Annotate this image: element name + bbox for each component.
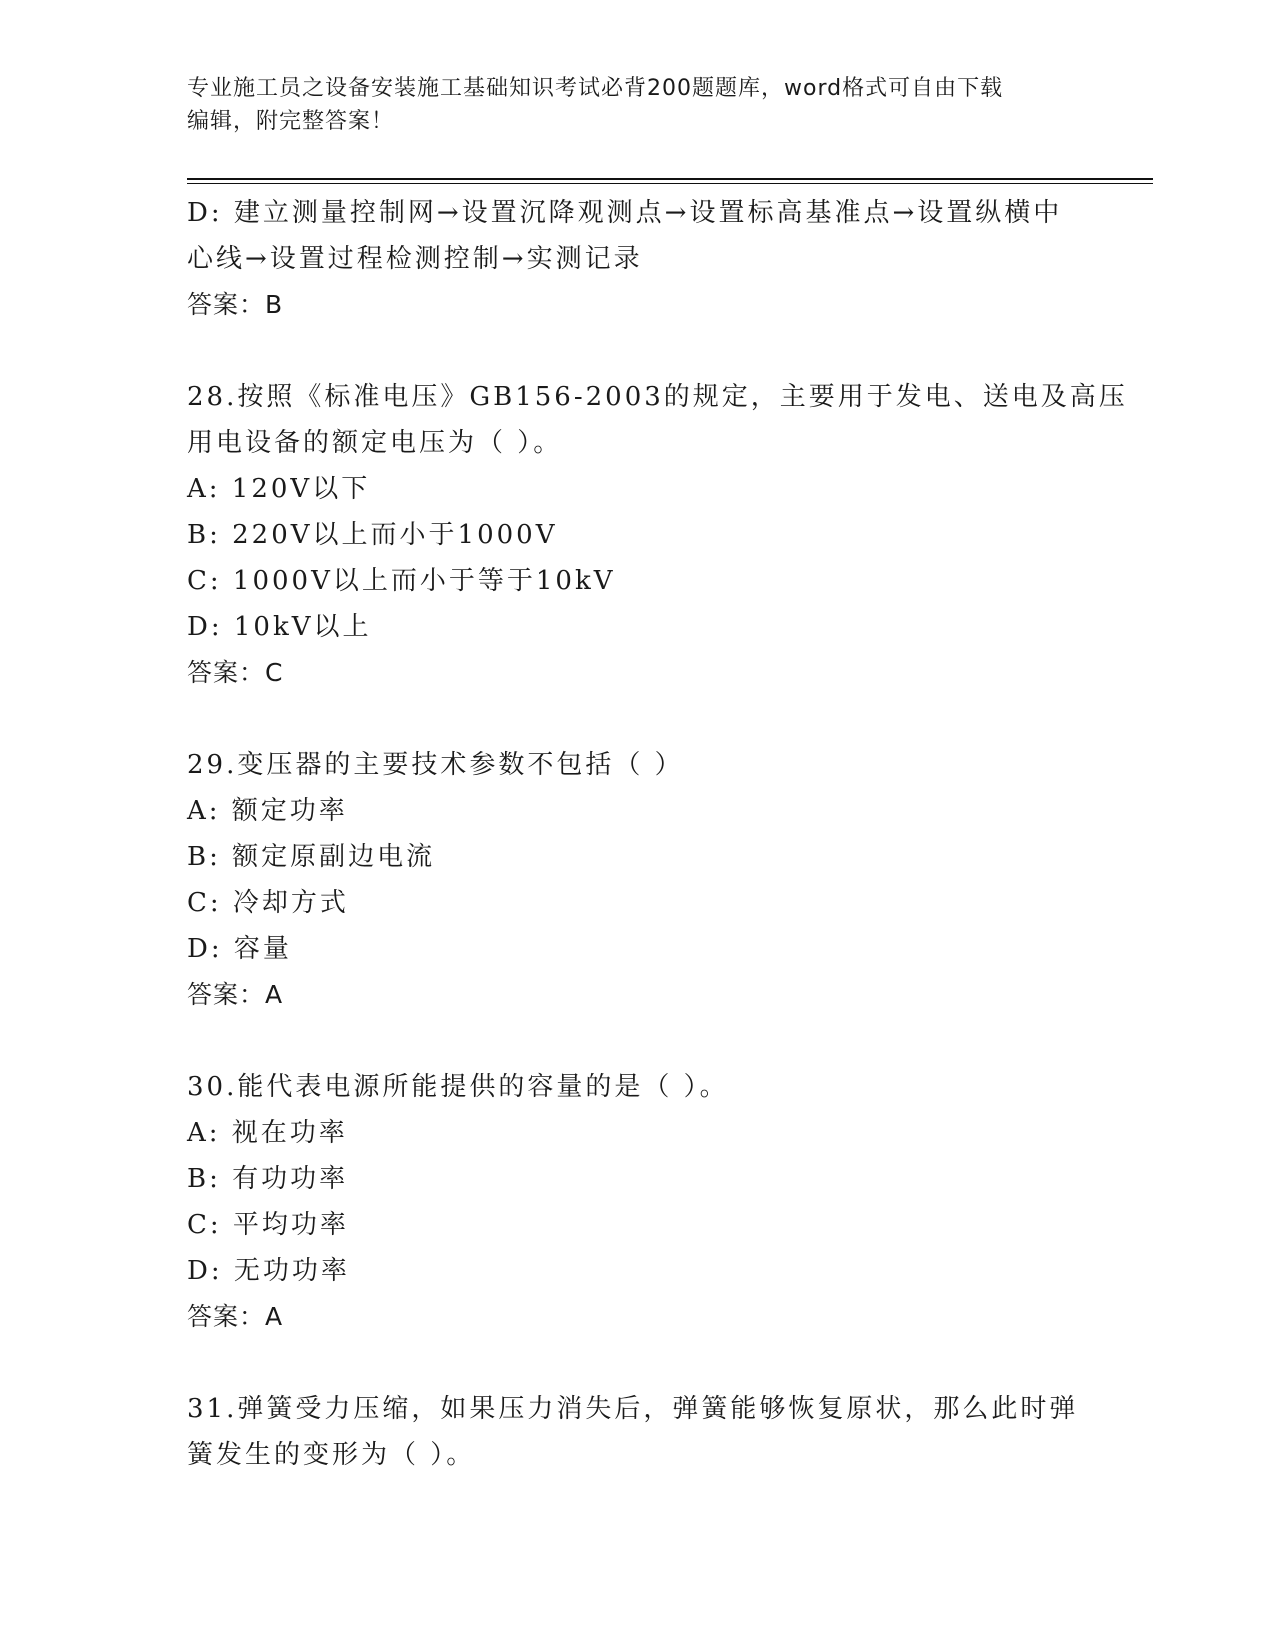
option-c: C: 平均功率 — [187, 1210, 349, 1240]
option-c: C: 冷却方式 — [187, 888, 349, 918]
header-rule-thin — [187, 183, 1153, 184]
option-a: A: 额定功率 — [187, 796, 348, 826]
question-stem: 31.弹簧受力压缩，如果压力消失后，弹簧能够恢复原状，那么此时弹 — [187, 1394, 1079, 1424]
header-line-2: 编辑，附完整答案！ — [187, 109, 395, 134]
option-d-line-1: D: 建立测量控制网→设置沉降观测点→设置标高基准点→设置纵横中 — [187, 198, 1063, 228]
option-a: A: 120V以下 — [187, 474, 371, 504]
header-rule-thick — [187, 178, 1153, 180]
question-30 — [187, 1064, 1087, 1340]
option-d: D: 10kV以上 — [187, 612, 372, 642]
option-b: B: 220V以上而小于1000V — [187, 520, 558, 550]
question-31 — [187, 1386, 1087, 1478]
header-line-1: 专业施工员之设备安装施工基础知识考试必背200题题库，word格式可自由下载 — [187, 76, 1004, 101]
question-stem: 29.变压器的主要技术参数不包括（ ） — [187, 750, 684, 780]
question-28 — [187, 374, 1128, 696]
answer: 答案：C — [187, 658, 284, 687]
question-stem-cont: 用电设备的额定电压为（ ）。 — [187, 428, 563, 458]
answer-27: 答案：B — [187, 290, 284, 319]
option-b: B: 有功功率 — [187, 1164, 349, 1194]
question-stem: 30.能代表电源所能提供的容量的是（ ）。 — [187, 1072, 729, 1102]
question-stem: 28.按照《标准电压》GB156-2003的规定，主要用于发电、送电及高压 — [187, 382, 1128, 412]
answer: 答案：A — [187, 1302, 284, 1331]
question-stem-cont: 簧发生的变形为（ ）。 — [187, 1440, 476, 1470]
answer: 答案：A — [187, 980, 284, 1009]
question-list — [187, 190, 1128, 1478]
option-a: A: 视在功率 — [187, 1118, 348, 1148]
document-header — [187, 72, 1087, 138]
question-29 — [187, 742, 1087, 1018]
option-d: D: 无功功率 — [187, 1256, 350, 1286]
option-c: C: 1000V以上而小于等于10kV — [187, 566, 616, 596]
option-d: D: 容量 — [187, 934, 292, 964]
option-d-line-2: 心线→设置过程检测控制→实测记录 — [187, 244, 643, 274]
option-b: B: 额定原副边电流 — [187, 842, 436, 872]
